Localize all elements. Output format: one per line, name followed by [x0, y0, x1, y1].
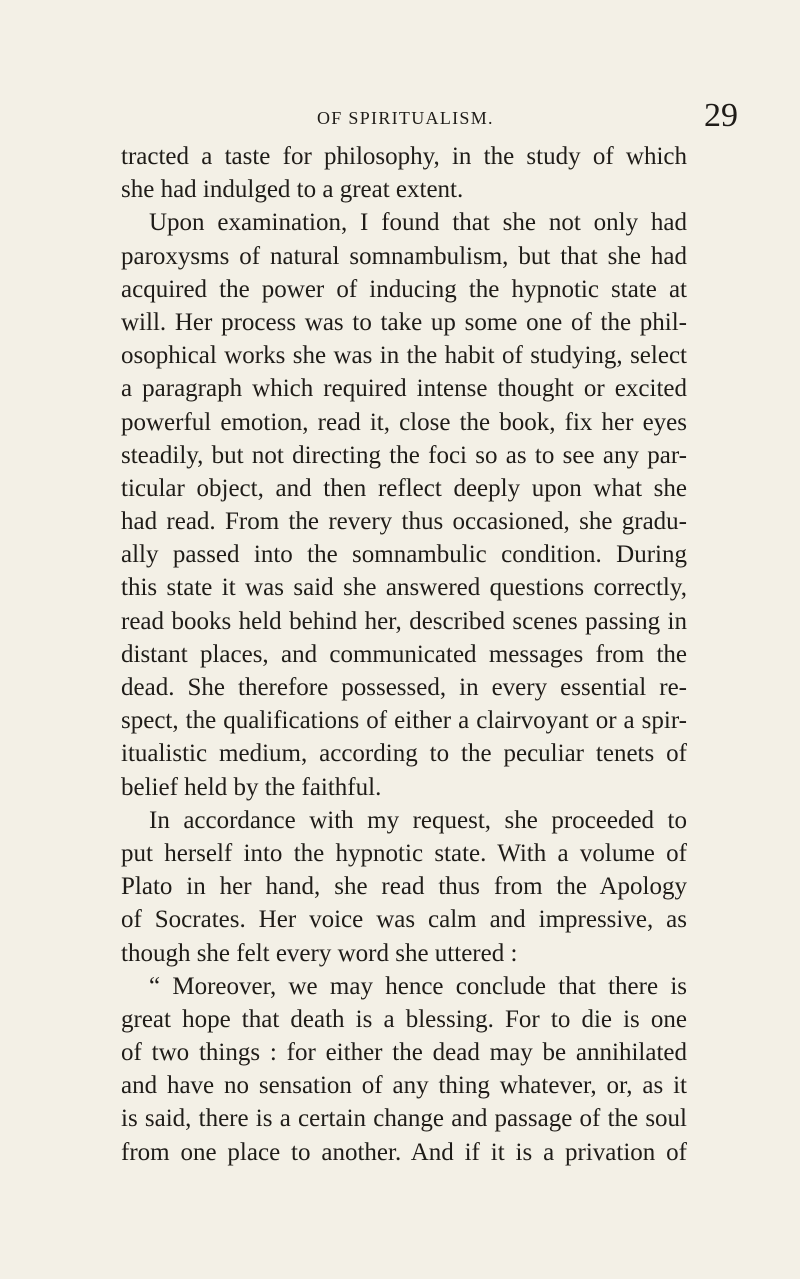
- text-line: of Socrates. Her voice was calm and impressive, as: [121, 906, 687, 934]
- text-line: will. Her process was to take up some one of the phil-: [121, 308, 687, 336]
- text-line: steadily, but not directing the foci so as to see any par-: [121, 441, 687, 469]
- text-line: she had indulged to a great extent.: [121, 176, 464, 204]
- text-line: paroxysms of natural somnambulism, but that she had: [121, 242, 687, 270]
- text-line: had read. From the revery thus occasioned, she gradu-: [121, 508, 687, 536]
- text-line: great hope that death is a blessing. For to die is one: [121, 1005, 687, 1033]
- text-line: Plato in her hand, she read thus from the Apology: [121, 873, 687, 901]
- body-text: [121, 140, 687, 1169]
- text-line: spect, the qualifications of either a clairvoyant or a spir-: [121, 707, 687, 735]
- page-number: 29: [704, 97, 738, 134]
- text-line: “ Moreover, we may hence conclude that there is: [149, 972, 687, 1000]
- text-line: belief held by the faithful.: [121, 773, 382, 801]
- text-line: read books held behind her, described scenes passing in: [121, 607, 687, 635]
- text-line: ticular object, and then reflect deeply upon what she: [121, 474, 687, 502]
- text-line: itualistic medium, according to the peculiar tenets of: [121, 740, 687, 768]
- text-line: In accordance with my request, she proceeded to: [149, 806, 687, 834]
- text-line: of two things : for either the dead may be annihilated: [121, 1039, 687, 1067]
- text-line: osophical works she was in the habit of studying, select: [121, 342, 687, 370]
- text-line: dead. She therefore possessed, in every essential re-: [121, 674, 687, 701]
- text-line: this state it was said she answered questions correctly,: [121, 574, 687, 602]
- running-head: [0, 97, 800, 134]
- text-line: and have no sensation of any thing whatever, or, as it: [121, 1072, 687, 1100]
- text-line: a paragraph which required intense thought or excited: [121, 375, 687, 403]
- text-line: ally passed into the somnambulic condition. During: [121, 541, 687, 569]
- text-line: acquired the power of inducing the hypnotic state at: [121, 275, 687, 303]
- text-line: powerful emotion, read it, close the book, fix her eyes: [121, 408, 687, 436]
- text-line: though she felt every word she uttered :: [121, 939, 518, 967]
- running-title: OF SPIRITUALISM.: [317, 108, 494, 128]
- text-line: from one place to another. And if it is a privation of: [121, 1138, 687, 1166]
- text-line: tracted a taste for philosophy, in the study of which: [121, 143, 687, 170]
- text-line: distant places, and communicated messages from the: [121, 640, 687, 668]
- text-line: Upon examination, I found that she not only had: [149, 209, 687, 237]
- text-line: is said, there is a certain change and passage of the soul: [121, 1105, 687, 1133]
- text-line: put herself into the hypnotic state. With a volume of: [121, 839, 687, 867]
